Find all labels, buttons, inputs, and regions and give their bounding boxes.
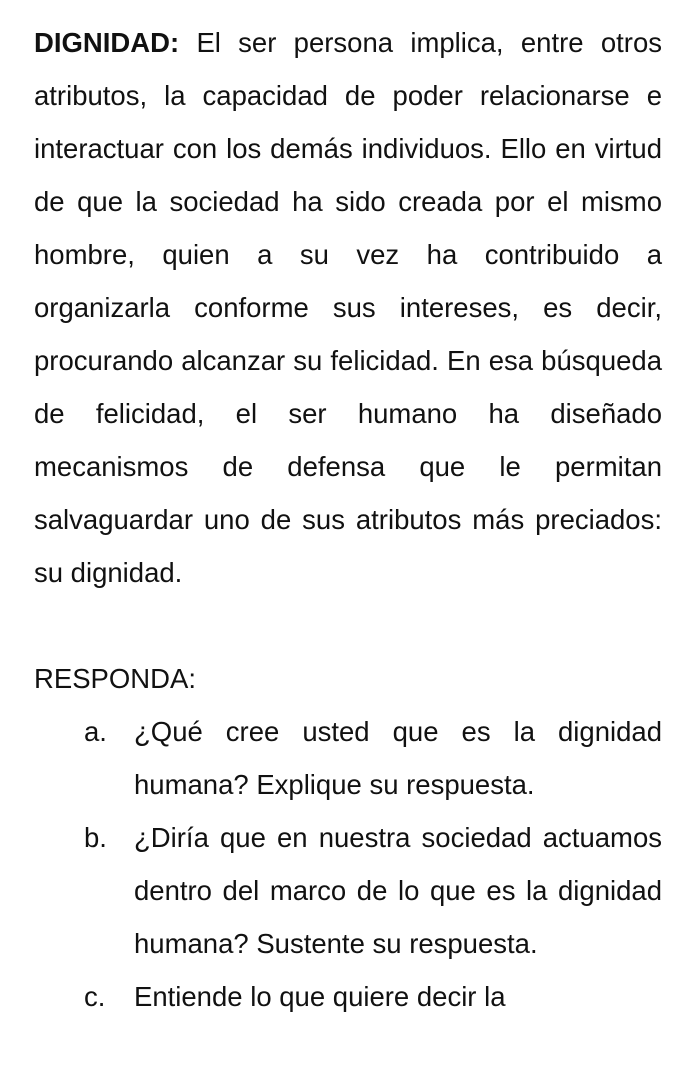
question-text: ¿Qué cree usted que es la dignidad humana? Explique su respuesta. xyxy=(134,716,662,800)
question-letter: b. xyxy=(84,822,107,853)
document-page xyxy=(34,16,662,1023)
intro-paragraph xyxy=(34,16,662,599)
respond-heading: RESPONDA: xyxy=(34,663,196,694)
question-text: ¿Diría que en nuestra sociedad actuamos dentro del marco de lo que es la dignidad humana? Sustente su respuesta. xyxy=(134,822,662,959)
question-letter: c. xyxy=(84,981,106,1012)
question-letter: a. xyxy=(84,716,107,747)
question-list xyxy=(34,705,662,1023)
intro-term: DIGNIDAD: xyxy=(34,27,180,58)
question-text: Entiende lo que quiere decir la xyxy=(134,981,506,1012)
question-item-a xyxy=(34,705,662,811)
intro-text: El ser persona implica, entre otros atributos, la capacidad de poder relacionarse e interactuar con los demás individuos. Ello en virtud de que la sociedad ha sido creada por el mismo hombre, quien a su vez ha contribuido a organizarla conforme sus intereses, es decir, procurando alcanzar su felicidad. En esa búsqueda de felicidad, el ser humano ha diseñado mecanismos de defensa que le permitan salvaguardar uno de sus atributos más preciados: su dignidad. xyxy=(34,27,662,588)
question-item-c xyxy=(34,970,662,1023)
question-item-b xyxy=(34,811,662,970)
